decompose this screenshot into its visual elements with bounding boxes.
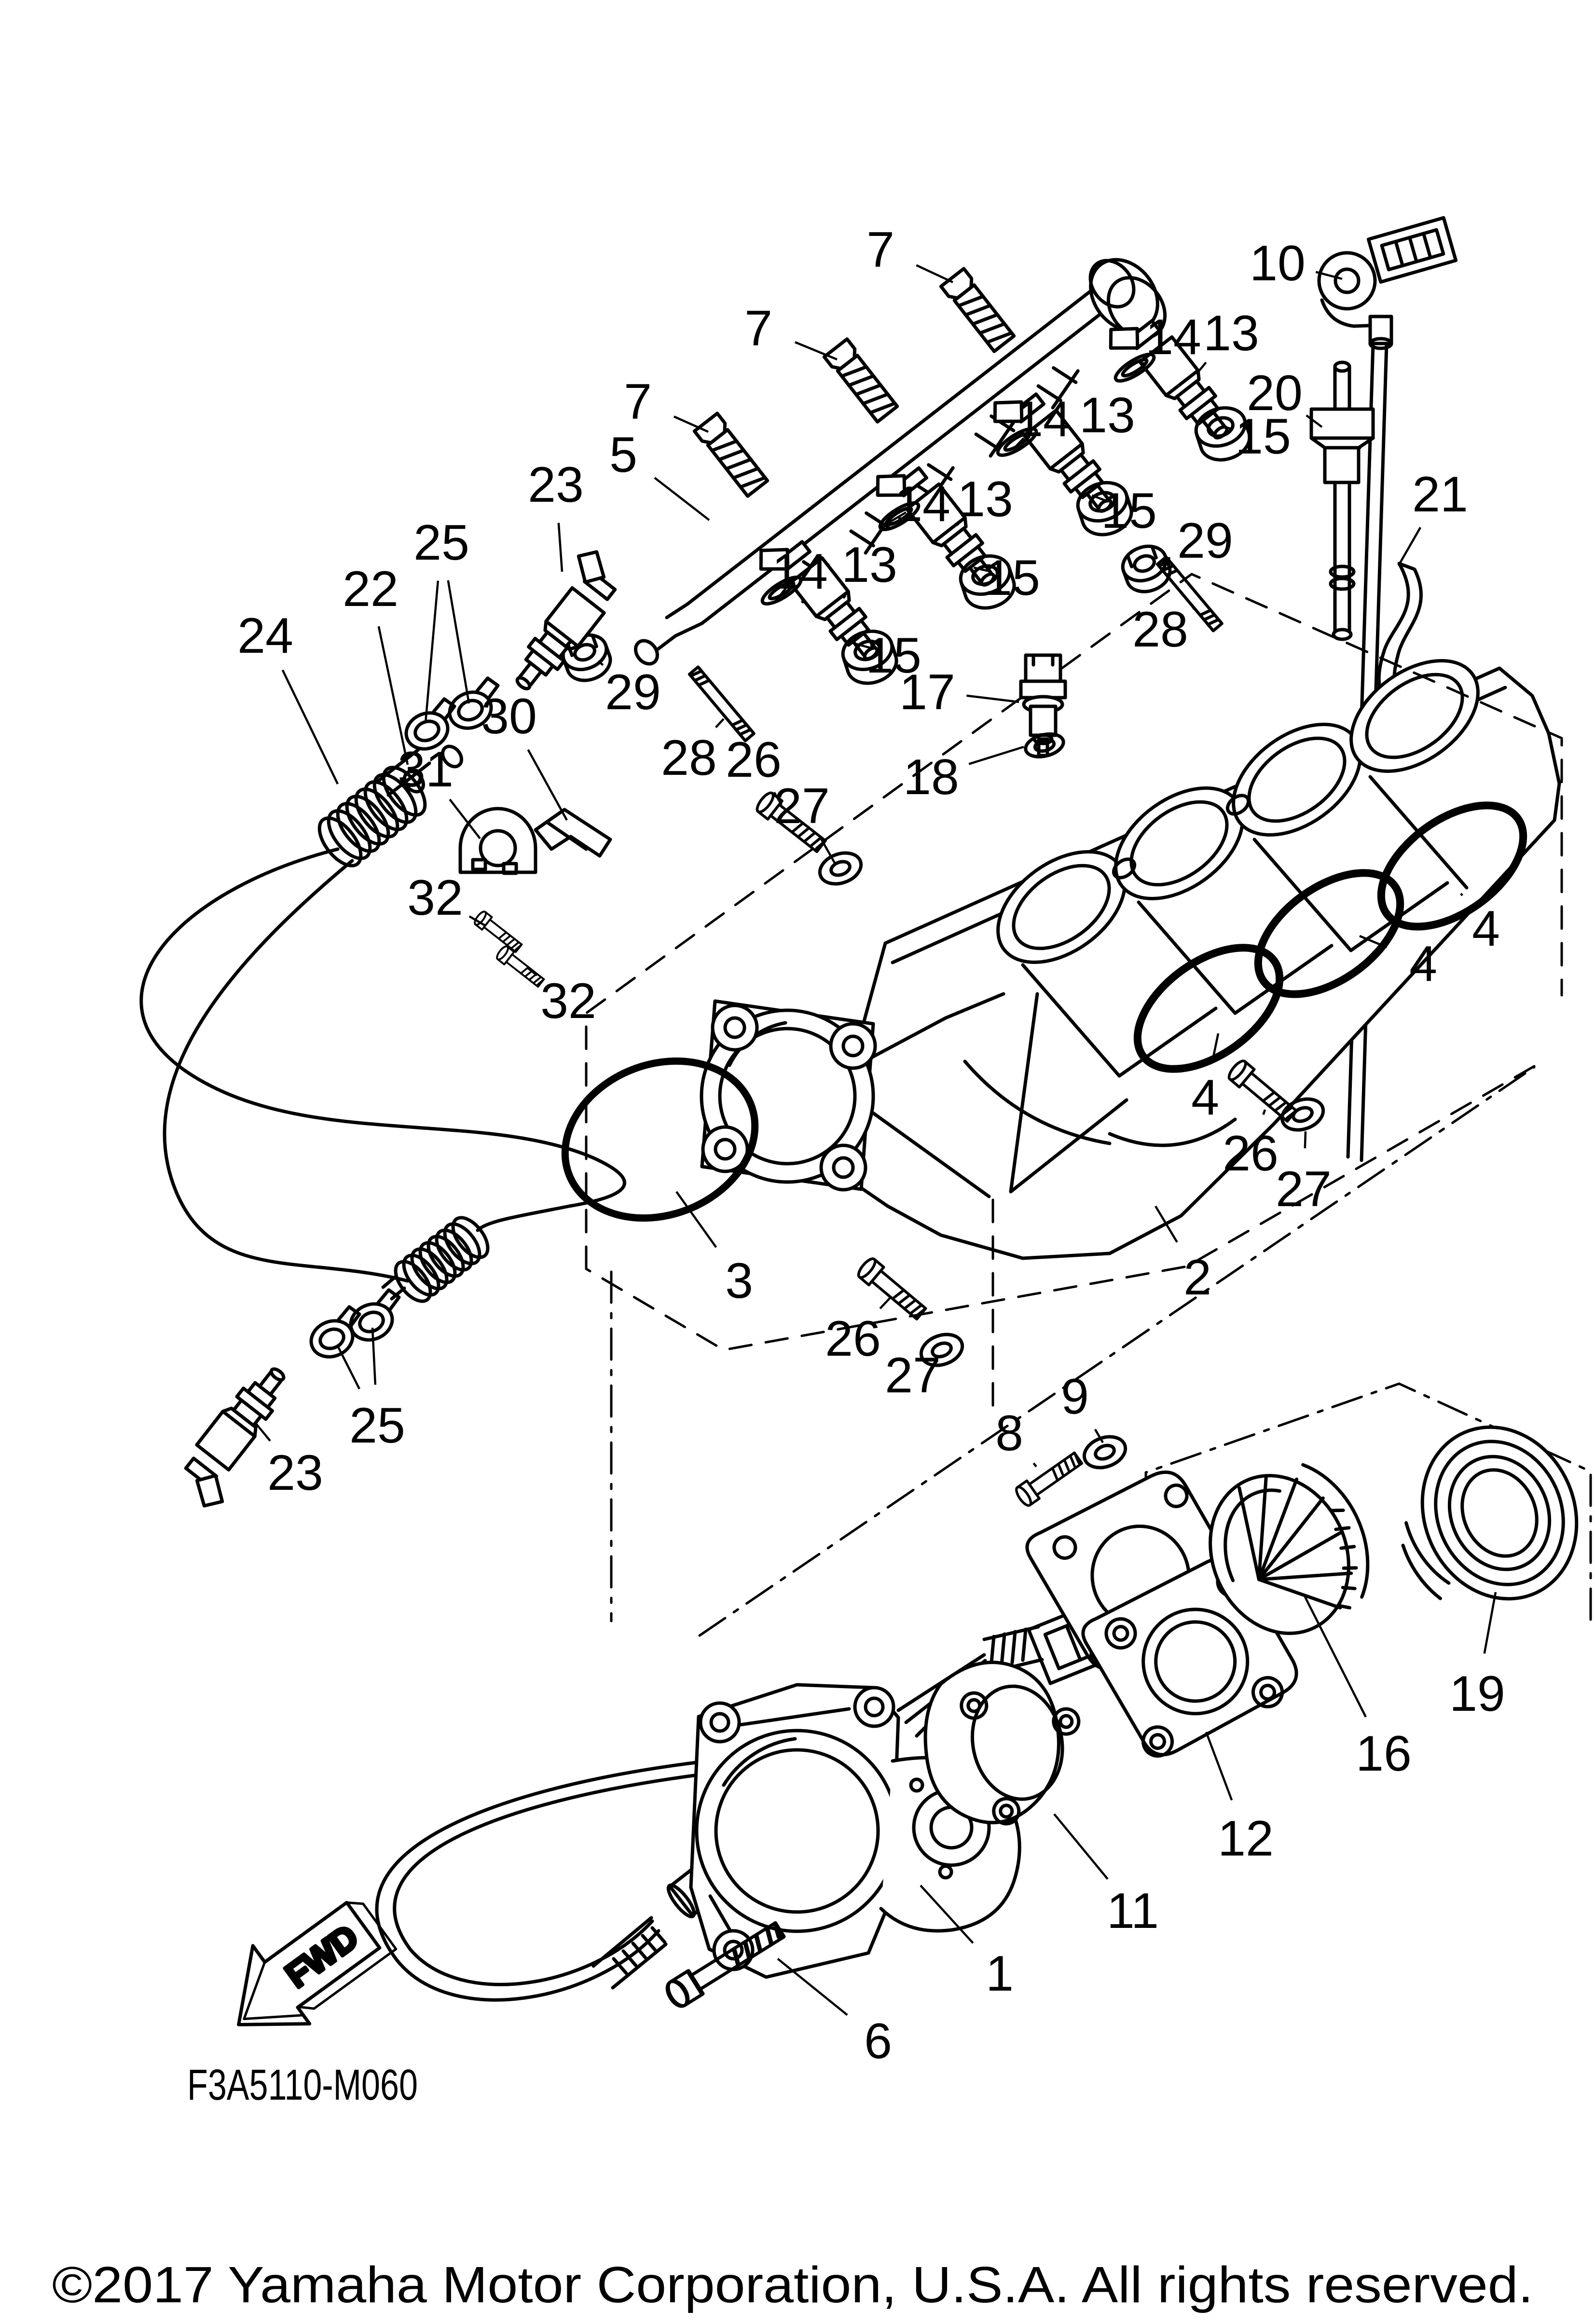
leader-line <box>716 719 724 728</box>
callout-27: 27 <box>774 778 830 834</box>
leader-line <box>426 581 438 723</box>
leader-line <box>916 265 953 282</box>
fwd-label: FWD <box>278 1917 366 1995</box>
callout-15: 15 <box>1101 483 1157 539</box>
leader-line <box>1033 1463 1036 1467</box>
callout-7: 7 <box>624 374 652 430</box>
leader-line <box>966 696 1019 702</box>
callout-19: 19 <box>1449 1666 1505 1722</box>
callout-3: 3 <box>725 1253 753 1309</box>
callout-26: 26 <box>825 1311 881 1367</box>
bracket-grommet <box>460 809 610 989</box>
rubber-seal <box>1371 1403 1595 1635</box>
callout-8: 8 <box>995 1405 1023 1461</box>
callout-26: 26 <box>726 732 782 788</box>
callout-9: 9 <box>1061 1369 1089 1425</box>
callout-6: 6 <box>864 2013 892 2069</box>
leader-line <box>338 1346 359 1389</box>
leader-line <box>448 580 469 703</box>
callout-20: 20 <box>1247 365 1303 421</box>
callout-7: 7 <box>866 222 894 278</box>
part-code: F3A5110-M060 <box>187 2061 418 2109</box>
leader-line <box>1305 1597 1366 1717</box>
callout-13: 13 <box>1079 387 1135 443</box>
callout-15: 15 <box>984 550 1040 606</box>
callout-16: 16 <box>1356 1726 1412 1782</box>
callout-29: 29 <box>605 664 661 720</box>
callout-31: 31 <box>398 742 454 798</box>
hose-boot <box>389 1211 495 1307</box>
leader-line <box>1142 363 1144 364</box>
callout-23: 23 <box>528 457 584 513</box>
leader-line <box>1193 608 1194 609</box>
callout-4: 4 <box>1409 936 1437 992</box>
callout-13: 13 <box>957 471 1013 527</box>
callout-13: 13 <box>841 537 897 593</box>
leader-line <box>1461 894 1462 895</box>
callout-25: 25 <box>413 515 469 571</box>
callout-11: 11 <box>1107 1883 1159 1939</box>
callout-23: 23 <box>267 1445 323 1501</box>
callout-22: 22 <box>343 561 399 617</box>
callout-17: 17 <box>899 664 955 720</box>
callout-15: 15 <box>866 628 921 684</box>
callout-14: 14 <box>772 544 828 600</box>
callout-25: 25 <box>349 1398 405 1454</box>
callout-21: 21 <box>1412 467 1468 523</box>
callout-29: 29 <box>1177 513 1233 569</box>
leader-line <box>655 478 709 520</box>
fuel-pressure-sensor <box>1319 218 1456 348</box>
leader-line <box>1054 1814 1108 1879</box>
callout-18: 18 <box>903 749 959 805</box>
leader-line <box>256 1423 270 1441</box>
callout-15: 15 <box>1235 409 1291 465</box>
leader-line <box>1485 1592 1496 1653</box>
leader-line <box>372 1328 375 1385</box>
copyright-line: ©2017 Yamaha Motor Corporation, U.S.A. All rights reserved. <box>52 2256 1533 2313</box>
callout-4: 4 <box>1472 901 1500 957</box>
callout-14: 14 <box>894 476 950 532</box>
callout-14: 14 <box>1145 309 1201 365</box>
callout-30: 30 <box>481 688 537 744</box>
callout-1: 1 <box>986 1946 1014 2002</box>
callout-7: 7 <box>744 301 772 357</box>
leader-line <box>1224 427 1230 428</box>
leader-line <box>1206 1732 1232 1800</box>
intake-manifold <box>854 638 1559 1258</box>
fwd-arrow <box>206 1879 402 2058</box>
callout-32: 32 <box>540 973 596 1029</box>
callout-13: 13 <box>1203 305 1259 361</box>
callout-4: 4 <box>1191 1070 1219 1126</box>
leader-line <box>528 750 567 820</box>
leader-line <box>969 747 1024 764</box>
callout-32: 32 <box>407 870 463 926</box>
callout-12: 12 <box>1218 1811 1274 1867</box>
callout-14: 14 <box>1015 391 1071 447</box>
leader-line <box>880 1298 890 1308</box>
leader-line <box>559 523 562 572</box>
callout-28: 28 <box>1132 602 1188 658</box>
callout-2: 2 <box>1183 1250 1211 1306</box>
leader-line <box>1399 527 1420 564</box>
callout-26: 26 <box>1223 1126 1279 1182</box>
callout-5: 5 <box>609 427 637 483</box>
callout-10: 10 <box>1250 235 1306 291</box>
throttle-body <box>377 1685 1019 2009</box>
callout-28: 28 <box>661 730 717 786</box>
callout-24: 24 <box>237 608 293 664</box>
leader-line <box>283 670 338 784</box>
callout-27: 27 <box>1276 1161 1332 1217</box>
leader-line <box>1305 1131 1306 1148</box>
rail-bolts <box>694 269 1015 497</box>
fuel-rail <box>631 247 1177 668</box>
callout-27: 27 <box>885 1348 941 1403</box>
